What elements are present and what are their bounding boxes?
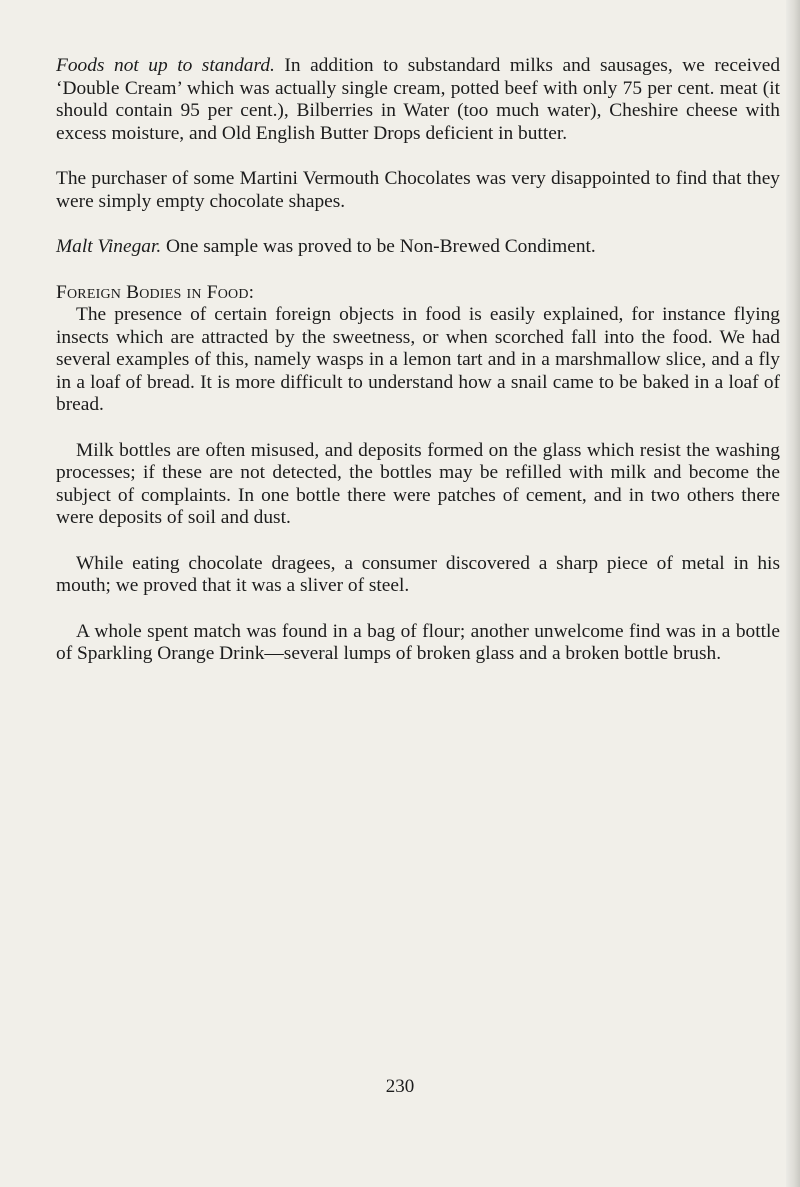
paragraph-lead-foods-not-up-to-standard: Foods not up to standard. — [56, 55, 275, 76]
paragraph-foods-not-up-to-standard — [56, 55, 780, 145]
paragraph-foreign-objects: The presence of certain foreign objects in food is easily explained, for instance flying insects which are attracted by the sweetness, or when scorched fall into the food. We had several examples of this, namely wasps in a lemon tart and in a marshmallow slice, and a fly in a loaf of bread. It is more difficult to understand how a snail came to be baked in a loaf of bread. — [56, 304, 780, 415]
paragraph-spent-match: A whole spent match was found in a bag of flour; another unwelcome find was in a bottle of Sparkling Orange Drink—several lumps of broken glass and a broken bottle brush. — [56, 620, 780, 664]
paragraph-text-foods-not-up-to-standard: In addition to substandard milks and sausages, we received ‘Double Cream’ which was actually single cream, potted beef with only 75 per cent. meat (it should contain 95 per cent.), Bilberries in Water (too much water), Cheshire cheese with excess moisture, and Old English Butter Drops deficient in butter. — [56, 55, 781, 144]
paragraph-chocolate-dragees: While eating chocolate dragees, a consumer discovered a sharp piece of metal in his mouth; we proved that it was a sliver of steel. — [56, 552, 780, 596]
paragraph-text-malt-vinegar: One sample was proved to be Non-Brewed Condiment. — [161, 236, 596, 257]
paragraph-malt-vinegar — [56, 236, 780, 259]
section-heading-foreign-bodies: Foreign Bodies in Food: — [56, 281, 255, 303]
paragraph-milk-bottles: Milk bottles are often misused, and deposits formed on the glass which resist the washing processes; if these are not detected, the bottles may be refilled with milk and become the subject of complaints. In one bottle there were patches of cement, and in two others there were deposits of soil and dust. — [56, 439, 780, 528]
page-edge-shadow — [786, 0, 800, 1187]
paragraph-martini-chocolates: The purchaser of some Martini Vermouth Chocolates was very disappointed to find that they were simply empty chocolate shapes. — [56, 168, 780, 212]
page-number: 230 — [385, 1076, 415, 1097]
paragraph-lead-malt-vinegar: Malt Vinegar. — [56, 236, 162, 257]
document-body — [56, 55, 780, 666]
